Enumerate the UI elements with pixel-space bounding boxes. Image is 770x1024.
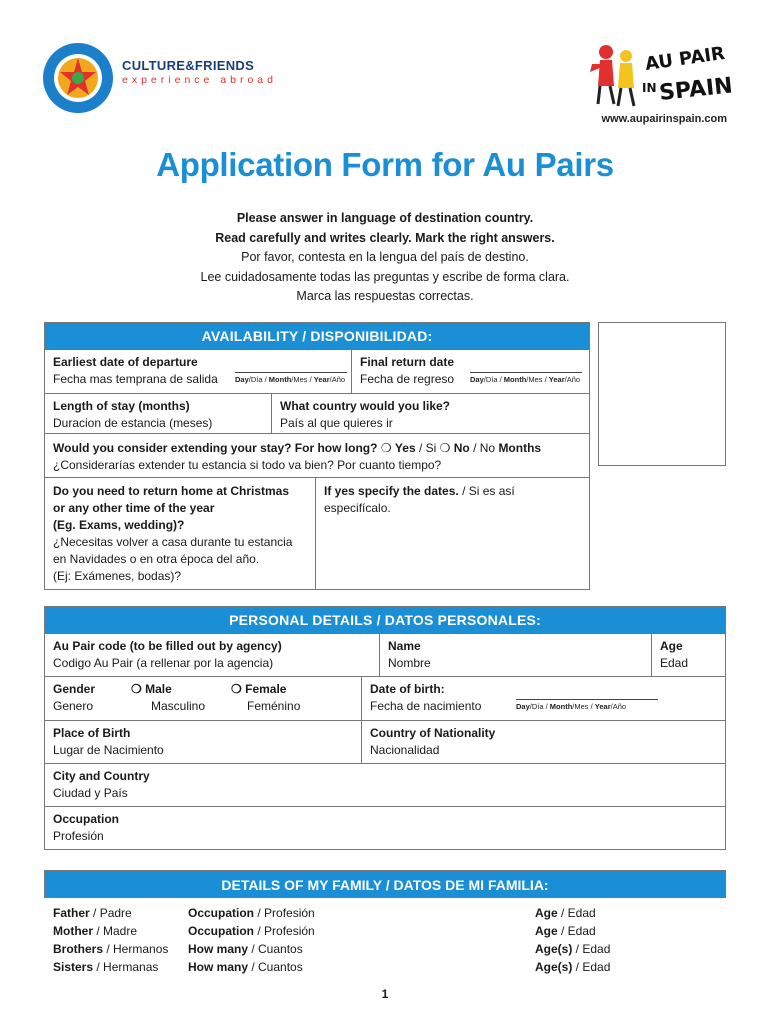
field-sublabel: ¿Considerarías extender tu estancia si todo va bien? Por cuanto tiempo? [53, 458, 442, 472]
au-pair-in-spain-logo-icon [588, 42, 738, 116]
family-age-column [535, 904, 610, 976]
return-home-row [45, 478, 589, 589]
gender-field: Gender Genero ❍ Male Masculino ❍ Female Feménino [53, 682, 301, 713]
field-label: What country would you like? [280, 399, 451, 413]
website-url[interactable]: www.aupairinspain.com [601, 113, 727, 125]
field-label: Earliest date of departure [53, 355, 198, 369]
place-of-birth-field[interactable]: Place of Birth Lugar de Nacimiento [53, 726, 164, 757]
male-option[interactable]: ❍ Male [131, 682, 172, 696]
family-detail-label[interactable]: Occupation / Profesión [188, 906, 315, 920]
return-home-question: Do you need to return home at Christmas or any other time of the year (Eg. Exams, wedding)? ¿Necesitas volver a casa durante tu estancia en Navidades o en otra época del año. (Ej: Exámenes, bodas)? [53, 484, 293, 583]
female-option[interactable]: ❍ Female [231, 682, 287, 696]
field-label: If yes specify the dates. [324, 484, 459, 498]
intro-line: Read carefully and writes clearly. Mark the right answers. [215, 230, 555, 245]
family-detail-label[interactable]: Occupation / Profesión [188, 924, 315, 938]
date-format-hint: Day/Día / Month/Mes / Year/Año [235, 372, 347, 384]
family-member-column [53, 904, 168, 976]
field-sublabel: País al que quieres ir [280, 416, 393, 430]
family-row-label[interactable]: Mother / Madre [53, 924, 138, 938]
family-row-label[interactable]: Sisters / Hermanas [53, 960, 159, 974]
field-sublabel: / Si es así especifícalo. [324, 484, 515, 515]
family-age-label[interactable]: Age(s) / Edad [535, 942, 611, 956]
family-age-label[interactable]: Age / Edad [535, 924, 596, 938]
female-radio-icon: ❍ [231, 682, 242, 696]
culture-friends-wordmark [122, 58, 277, 86]
age-field[interactable]: Age Edad [651, 634, 725, 676]
no-option[interactable]: No [453, 441, 470, 455]
date-format-hint: Day/Día / Month/Mes / Year/Año [516, 699, 658, 711]
date-of-birth-field[interactable]: Date of birth: Fecha de nacimiento Day/Día / Month/Mes / Year/Año [361, 677, 725, 720]
preferred-country-field[interactable] [271, 394, 589, 433]
gender-dob-row [45, 677, 725, 721]
name-field[interactable]: Name Nombre [379, 634, 651, 676]
page-number: 1 [381, 987, 389, 1001]
au-pair-code-field[interactable]: Au Pair code (to be filled out by agency) Codigo Au Pair (a rellenar por la agencia) [53, 639, 282, 670]
field-sublabel: Fecha de regreso [360, 372, 455, 386]
brand-name: CULTURE&FRIENDS [122, 58, 255, 73]
section-heading: PERSONAL DETAILS / DATOS PERSONALES: [45, 607, 725, 634]
availability-section [44, 322, 590, 590]
intro-line: Por favor, contesta en la lengua del país de destino. [241, 250, 529, 264]
dates-row [45, 350, 589, 394]
intro-line: Lee cuidadosamente todas las preguntas y escribe de forma clara. [200, 269, 570, 284]
stay-row [45, 394, 589, 434]
family-detail-column [188, 904, 315, 976]
family-row-label[interactable]: Brothers / Hermanos [53, 942, 169, 956]
yes-radio-icon[interactable]: ❍ [380, 441, 392, 455]
occupation-row [45, 807, 725, 849]
family-detail-label[interactable]: How many / Cuantos [188, 942, 303, 956]
family-details-section [44, 870, 726, 978]
section-heading: AVAILABILITY / DISPONIBILIDAD: [45, 323, 589, 350]
extend-stay-row [45, 434, 589, 478]
brand-tagline: experience abroad [122, 74, 277, 86]
yes-option[interactable]: Yes [394, 441, 416, 455]
family-age-label[interactable]: Age / Edad [535, 906, 596, 920]
return-date-field[interactable] [351, 350, 589, 393]
field-label: Final return date [360, 355, 455, 369]
culture-friends-logo-icon [42, 42, 114, 114]
family-age-label[interactable]: Age(s) / Edad [535, 960, 611, 974]
birthplace-row [45, 721, 725, 764]
return-dates-field[interactable] [315, 478, 589, 589]
date-format-hint: Day/Día / Month/Mes / Year/Año [470, 372, 582, 384]
svg-text:SPAIN: SPAIN [658, 73, 734, 106]
code-name-age-row [45, 634, 725, 677]
intro-line: Please answer in language of destination country. [236, 211, 534, 225]
extend-stay-field: Would you consider extending your stay? For how long? ❍ Yes / Si ❍ No / No Months ¿Considerarías extender tu estancia si todo va bien? Por cuanto tiempo? [45, 434, 589, 477]
svg-text:AU PAIR: AU PAIR [643, 42, 727, 75]
intro-instructions [0, 209, 770, 307]
page-header [0, 0, 770, 140]
section-heading: DETAILS OF MY FAMILY / DATOS DE MI FAMILIA: [44, 870, 726, 898]
page-title: Application Form for Au Pairs [156, 146, 614, 183]
field-sublabel: Fecha mas temprana de salida [53, 372, 218, 386]
months-label: Months [498, 441, 542, 455]
personal-details-section [44, 606, 726, 850]
departure-field[interactable] [45, 350, 351, 393]
family-detail-label[interactable]: How many / Cuantos [188, 960, 303, 974]
svg-text:IN: IN [642, 81, 657, 95]
photo-box[interactable] [598, 322, 726, 466]
length-of-stay-field[interactable] [45, 394, 271, 433]
no-radio-icon[interactable]: ❍ [439, 441, 451, 455]
city-country-field[interactable]: City and Country Ciudad y País [53, 769, 150, 800]
field-sublabel: Duracion de estancia (meses) [53, 416, 213, 430]
city-row [45, 764, 725, 807]
nationality-field[interactable]: Country of Nationality Nacionalidad [361, 721, 725, 763]
family-row-label[interactable]: Father / Padre [53, 906, 132, 920]
occupation-field[interactable]: Occupation Profesión [53, 812, 120, 843]
field-label: Would you consider extending your stay? For how long? [53, 441, 378, 455]
intro-line: Marca las respuestas correctas. [296, 289, 474, 303]
male-radio-icon: ❍ [131, 682, 142, 696]
field-label: Length of stay (months) [53, 399, 190, 413]
